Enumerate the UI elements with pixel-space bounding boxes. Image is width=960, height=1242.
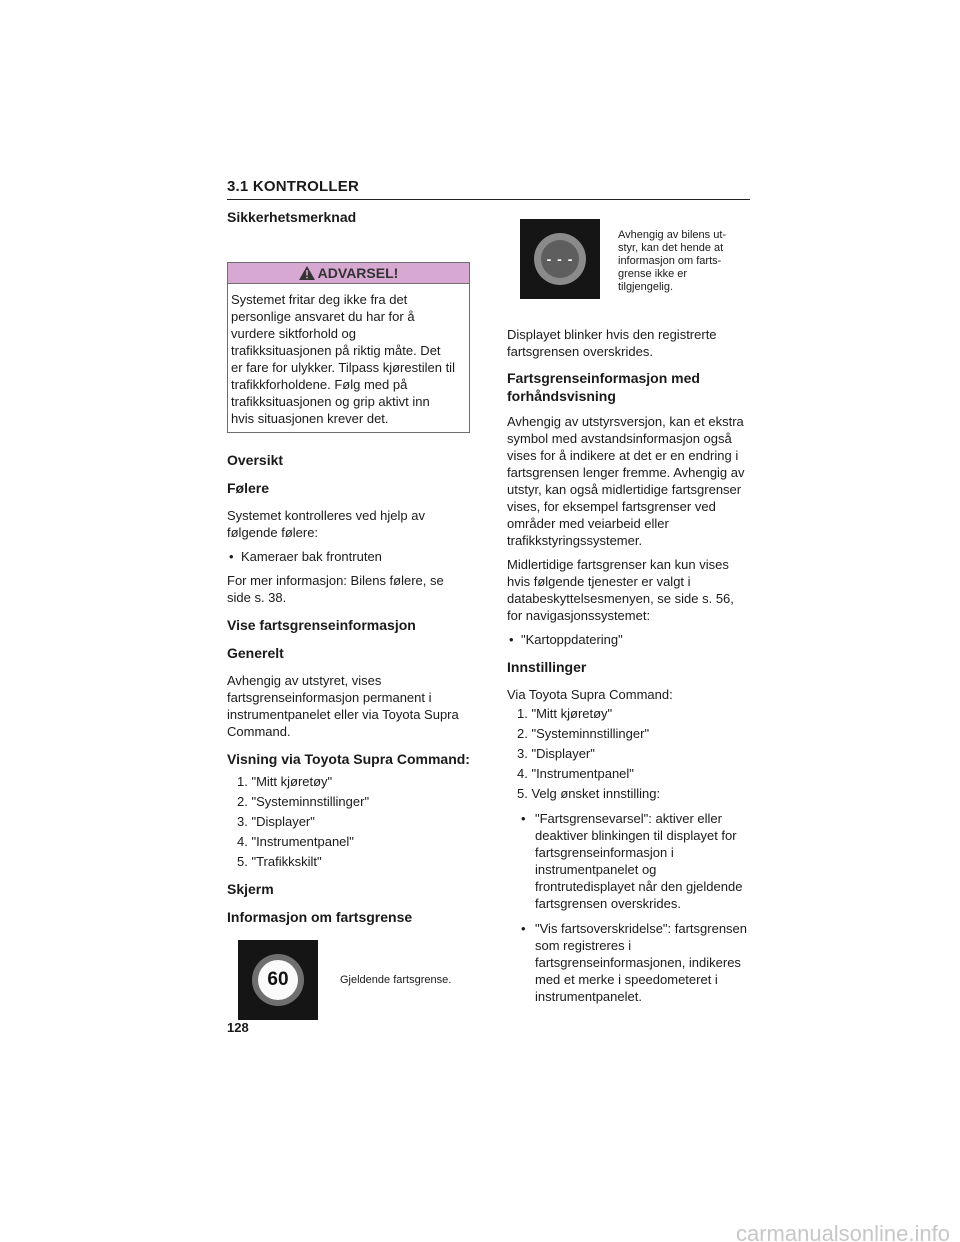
warning-line: Systemet fritar deg ikke fra det [231,292,408,307]
settings-step: 3. "Displayer" [517,746,595,761]
general-title: Generelt [227,645,284,661]
forward-text: Avhengig av utstyrsversjon, kan et ekstra symbol med avstandsinformasjon også vises for å indikere at det er en endring i fartsgrensen lenger fremme. Avhengig av utstyr, kan også midlertidige fartsgrenser vises, for eksempel fartsgrenser ved områder med veiarbeid eller trafikkstyringssystemer. [507,414,745,548]
caption-line: tilgjengelig. [618,281,674,293]
warning-line: hvis situasjonen krever det. [231,411,389,426]
temporary-limits-text: Midlertidige fartsgrenser kan kun vises hvis følgende tjenester er valgt i databeskyttelsesmenyen, se side s. 56, for navigasjonssystemet: [507,557,734,623]
caption-line: grense ikke er [618,268,688,280]
warning-line: trafikkforholdene. Følg med på [231,377,408,392]
warning-line: trafikksituasjonen og grip aktivt inn [231,394,430,409]
warning-body [228,284,469,432]
view-step: 1. "Mitt kjøretøy" [237,774,333,789]
settings-step: 2. "Systeminnstillinger" [517,726,650,741]
speed-limit-figure [238,940,470,1020]
sensors-title: Følere [227,480,270,496]
right-column [507,219,750,1013]
unavailable-sign-figure [520,219,750,299]
blink-text: Displayet blinker hvis den registrerte fartsgrensen overskrides. [507,327,717,359]
figure-caption [618,229,726,294]
speed-sign-value: 60 [258,960,298,1000]
general-text: Avhengig av utstyret, vises fartsgrenseinformasjon permanent i instrumentpanelet eller via Toyota Supra Command. [227,673,459,739]
settings-title: Innstillinger [507,659,587,675]
more-info-text: For mer informasjon: Bilens følere, se side s. 38. [227,573,444,605]
warning-header [228,263,469,284]
unavailable-sign-ring [534,233,586,285]
settings-step: 1. "Mitt kjøretøy" [517,706,613,721]
info-title: Informasjon om fartsgrense [227,909,413,925]
warning-box [227,262,470,433]
warning-line: trafikksituasjonen på riktig måte. Det [231,343,441,358]
watermark: carmanualsonline.info [735,1225,950,1242]
unavailable-sign-image [520,219,600,299]
sensors-text: Systemet kontrolleres ved hjelp av følgende følere: [227,508,425,540]
speed-limit-image [238,940,318,1020]
view-step: 4. "Instrumentpanel" [237,834,354,849]
view-step: 3. "Displayer" [237,814,315,829]
map-update-bullet: • "Kartoppdatering" [507,631,750,648]
unavailable-sign-dashes: - - - [541,240,579,278]
settings-step: 5. Velg ønsket innstilling: [517,786,661,801]
display-title: Vise fartsgrenseinformasjon [227,617,416,633]
forward-title-line: forhåndsvisning [507,388,616,404]
overview-title: Oversikt [227,452,284,468]
warning-line: vurdere siktforhold og [231,326,357,341]
warning-triangle-icon [299,266,315,280]
setting-option: • "Fartsgrensevarsel": aktiver eller deaktiver blinkingen til displayet for fartsgrenseinformasjon i instrumentpanelet og frontrutedisplayet når den gjeldende fartsgrensen overskrides. [507,810,750,912]
warning-line: er fare for ulykker. Tilpass kjørestilen til [231,360,455,375]
caption-line: Avhengig av bilens ut- [618,229,727,241]
setting-option: • "Vis fartsoverskridelse": fartsgrensen som registreres i fartsgrenseinformasjonen, indikeres med et merke i speedometeret i instrumentpanelet. [507,920,750,1005]
caption-line: styr, kan det hende at [618,242,724,254]
section-header: 3.1 KONTROLLER [227,178,750,200]
view-step: 2. "Systeminnstillinger" [237,794,370,809]
left-column [227,208,470,1020]
safety-title: Sikkerhetsmerknad [227,209,357,225]
figure-caption: Gjeldende fartsgrense. [340,973,452,986]
page-number: 128 [227,1020,249,1035]
settings-intro: Via Toyota Supra Command: [507,687,673,702]
forward-title-line: Fartsgrenseinformasjon med [507,370,700,386]
caption-line: informasjon om farts- [618,255,722,267]
sensors-bullet: • Kameraer bak frontruten [227,548,470,565]
warning-line: personlige ansvaret du har for å [231,309,415,324]
speed-sign-ring [252,954,304,1006]
view-title: Visning via Toyota Supra Command: [227,751,470,767]
settings-step: 4. "Instrumentpanel" [517,766,634,781]
screen-title: Skjerm [227,881,274,897]
warning-label: ADVARSEL! [317,265,399,281]
view-step: 5. "Trafikkskilt" [237,854,322,869]
